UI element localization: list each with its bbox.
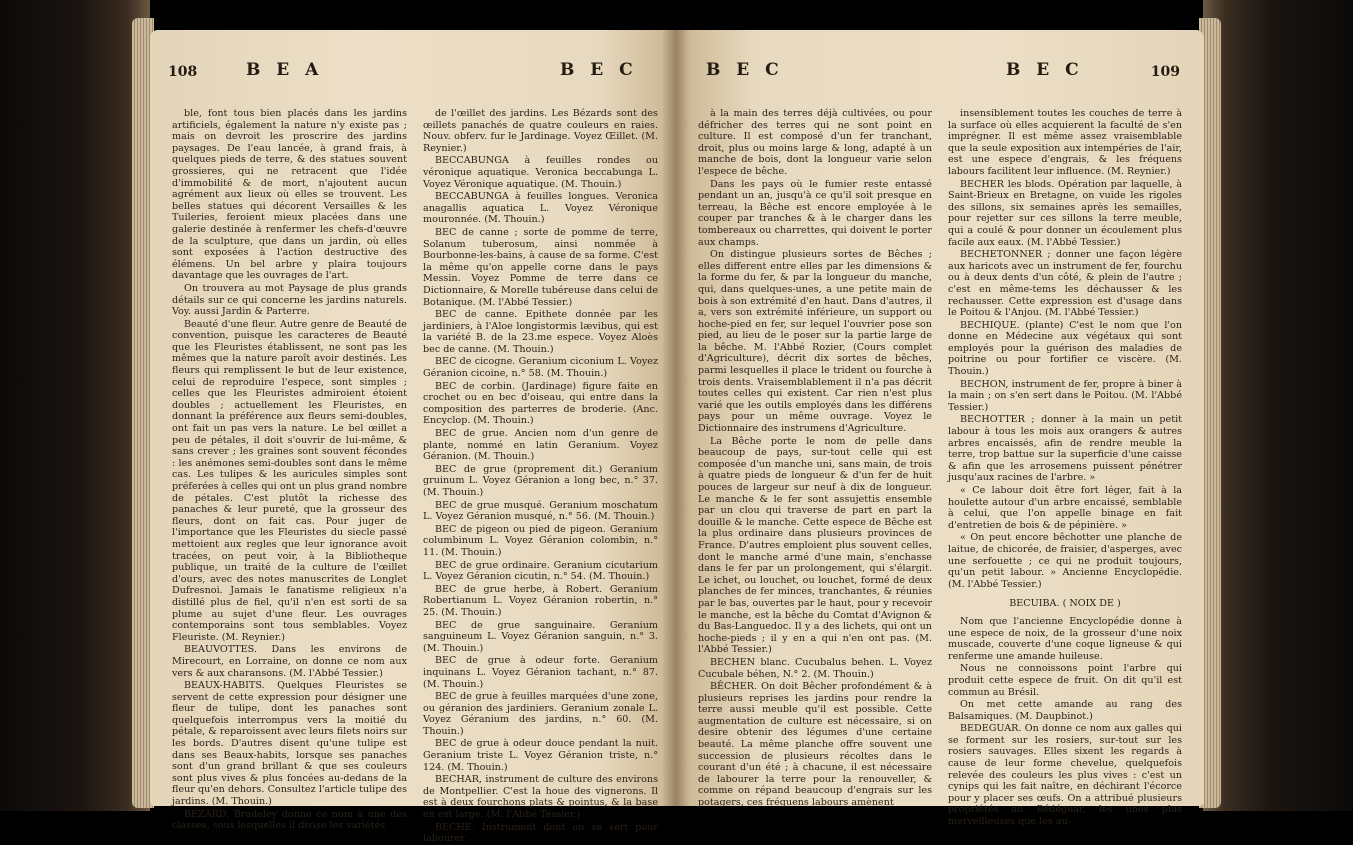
entry: BECHIQUE. (plante) C'est le nom que l'on donne en Médecine aux végétaux qui sont employés pour la guérison des maladies de poitrine ou pour fortifier ce viscère. (M. Thouin.) (948, 319, 1182, 378)
left-head-word: B E A (246, 60, 324, 80)
paragraph: BEAUX-HABITS. Quelques Fleuristes se servent de cette expression pour désigner une fleur de tulipe, dont les panaches sont quelquefois interrompus vers la moitié du pétale, & reparoissent avec leurs filets noirs sur les bords. D'autres disent qu'une tulipe est dans ses Beaux-habits, lorsque ses panaches sont d'un grand brillant & que ses couleurs sont plus vives & plus foncées au-dedans de la fleur qu'en dehors. Consultez l'article tulipe des jardins. (M. Thouin.) (172, 680, 407, 808)
paragraph: On distingue plusieurs sortes de Bêches ; elles different entre elles par les dimensions & la forme du fer, & par la longueur du manche, qui, dans quelques-unes, a une petite main de bois à son extrémité d'en haut. Dans d'autres, il a, vers son extrémité inférieure, un support ou hoche-pied en fer, sur lequel l'ouvrier pose son pied, au lieu de le poser sur la partie large de la bêche. M. l'Abbé Rozier, (Cours complet d'Agriculture), décrit dix sortes de bêches, parmi lesquelles il place le trident ou fourche à trois dents. Vraisemblablement il n'a pas décrit toutes celles qui existent. Car rien n'est plus varié que les outils employés dans les différens pays pour un même ouvrage. Voyez le Dictionnaire des instrumens d'Agriculture. (698, 249, 932, 435)
entry: BECHOTTER ; donner à la main un petit labour à tous les mois aux orangers & autres arbres encaissés, afin de rendre meuble la terre, trop battue sur la superficie d'une caisse & afin que les arrosemens puissent pénétrer jusqu'aux racines de l'arbre. » (948, 414, 1182, 484)
paragraph: BEZARD. Bradeley donne ce nom à une des classes, sous lesquelles il divise les variétés (172, 808, 407, 832)
left-running-head (150, 60, 676, 90)
right-head-word: B E C (1006, 60, 1084, 80)
entry: BECCABUNGA à feuilles rondes ou véronique aquatique. Veronica beccabunga L. Voyez Véronique aquatique. (M. Thouin.) (423, 155, 658, 190)
entry: « Ce labour doit être fort léger, fait à la houlette autour d'un arbre encaissé, semblable à celui, que l'on appelle binage en fait d'entretien de bois & de pépinière. » (948, 485, 1182, 531)
entry: BEC de grue à odeur forte. Geranium inquinans L. Voyez Géranion tachant, n.° 87. (M. Thouin.) (423, 655, 658, 690)
entry: BEC de canne. Epithete donnée par les jardiniers, à l'Aloe longistormis lævibus, qui est la variété B. de la 23.me espece. Voyez Aloès bec de canne. (M. Thouin.) (423, 309, 658, 355)
entry: BEC de grue herbe, à Robert. Geranium Robertianum L. Voyez Géranion robertin, n.° 25. (M. Thouin.) (423, 583, 658, 618)
right-center-head: B E C (706, 60, 784, 80)
paragraph: BÊCHER. On doit Bêcher profondément & à plusieurs reprises les jardins pour rendre la terre aussi meuble qu'il est possible. Cette augmentation de culture est nécessaire, si on desire obtenir des légumes d'une certaine beauté. La même planche offre souvent une succession de plusieurs récoltes dans le courant d'un été ; à chacune, il est nécessaire de labourer la terre pour la renouveller, & comme on répand beaucoup d'engrais sur les potagers, ces fréquens labours amènent (698, 681, 932, 809)
left-center-head: B E C (560, 60, 638, 80)
paragraph: BECHEN blanc. Cucubalus behen. L. Voyez Cucubale béhen, N.° 2. (M. Thouin.) (698, 656, 932, 680)
entry: BECHER les blods. Opération par laquelle, à Saint-Brieux en Bretagne, on vuide les rigoles des sillons, six semaines après les semailles, pour rejetter sur ces sillons la terre meuble, qui a coulé & pour donner un écoulement plus facile aux eaux. (M. l'Abbé Tessier.) (948, 178, 1182, 248)
right-columns (698, 108, 1182, 828)
entry: BECCABUNGA à feuilles longues. Veronica anagallis aquatica L. Voyez Véronique mouronnée. (M. Thouin.) (423, 191, 658, 226)
entry: de l'œillet des jardins. Les Bézards sont des œillets panachés de quatre couleurs en raies. Nouv. obferv. fur le Jardinage. Voyez Œillet. (M. Reynier.) (423, 108, 658, 154)
entry: BEC de corbin. (Jardinage) figure faite en crochet ou en bec d'oiseau, qui entre dans la composition des parterres de broderie. (Anc. Encyclop. (M. Thouin.) (423, 380, 658, 427)
right-column-2 (948, 108, 1182, 828)
paragraph: Beauté d'une fleur. Autre genre de Beauté de convention, puisque les caracteres de Beauté que les Fleuristes établissent, ne sont pas les mêmes que la nature paroît avoir destinés. Les fleurs qui remplissent le but de leur existence, celui de reproduire l'espece, sont simples ; celles que les Fleuristes admiroient étoient doubles ; actuellement les Fleuristes, en donnant la préférence aux fleurs semi-doubles, ont fait un pas vers la nature. Le bel œillet a peu de pétales, il doit s'ouvrir de lui-même, & sans crever ; les graines sont souvent fécondes : les anémones semi-doubles sont dans le même cas. Les tulipes & les auricules simples sont préferées à celles qui ont un plus grand nombre de pétales. C'est plutôt la richesse des panaches & leur pureté, que la grosseur des fleurs, dont on fait cas. Pour juger de l'importance que les Fleuristes du siecle passé mettoient aux regles que leur ignorance avoit tracées, on peut voir, à la Bibliotheque publique, un traité de la culture de l'œillet d'ours, avec des notes manuscrites de Longlet Dufresnoi. Jamais le fanatisme religieux n'a distillé plus de fiel, qu'il n'en est sorti de sa plume au sujet d'une fleur. Les ouvrages contemporains sont tous semblables. Voyez Fleuriste. (M. Reynier.) (172, 318, 407, 643)
entry: BEC de grue ordinaire. Geranium cicutarium L. Voyez Géranion cicutin, n.° 54. (M. Thouin.) (423, 559, 658, 583)
entry: insensiblement toutes les couches de terre à la surface où elles acquierent la faculté de s'en imprégner. Il est même assez vraisemblable que la seule exposition aux intempéries de l'air, est une espece d'engrais, & les fréquens labours facilitent leur influence. (M. Reynier.) (948, 108, 1182, 177)
left-page (150, 30, 676, 845)
paragraph: Dans les pays où le fumier reste entassé pendant un an, jusqu'à ce qu'il soit presque en terreau, la Bêche est encore employée à le couper par tranches & à le charger dans les tombereaux ou charrettes, qui doivent le porter aux champs. (698, 178, 932, 248)
entry: BECHAR, instrument de culture des environs de Montpellier. C'est la houe des vignerons. Il est à deux fourchons plats & pointus, & la base en est large. (M. l'Abbé Tessier.) (423, 774, 658, 821)
paragraph: BEAUVOTTES. Dans les environs de Mirecourt, en Lorraine, on donne ce nom aux vers & aux charansons. (M. l'Abbé Tessier.) (172, 644, 407, 679)
entry: BEC de grue (proprement dit.) Geranium gruinum L. Voyez Géranion a long bec, n.° 37. (M. Thouin.) (423, 463, 658, 498)
entry: Nom que l'ancienne Encyclopédie donne à une espece de noix, de la grosseur d'une noix muscade, couverte d'une coque ligneuse & qui renferme une amande huileuse. (948, 615, 1182, 662)
entry: BEC de cicogne. Geranium ciconium L. Voyez Géranion cicoine, n.° 58. (M. Thouin.) (423, 356, 658, 380)
section-heading: BECUIBA. ( NOIX DE ) (1009, 598, 1121, 610)
entry: « On peut encore bêchotter une planche de laitue, de chicorée, de fraisier, d'asperges, avec une serfouette ; ce qui ne produit toujours, qu'un petit labour. » Ancienne Encyclopédie. (M. l'Abbé Tessier.) (948, 532, 1182, 590)
entry: BEC de canne ; sorte de pomme de terre, Solanum tuberosum, ainsi nommée à Bourbonne-les-bains, à cause de sa forme. C'est la même qu'on appelle corne dans le pays Messin. Voyez Pomme de terre dans ce Dictionnaire, & Morelle tubéreuse dans celui de Botanique. (M. l'Abbé Tessier.) (423, 226, 658, 308)
right-column-1 (698, 108, 932, 809)
entry: BEC de grue sanguinaire. Geranium sanguineum L. Voyez Géranion sanguin, n.° 3. (M. Thouin.) (423, 619, 658, 654)
left-columns (172, 108, 658, 845)
paragraph: On trouvera au mot Paysage de plus grands détails sur ce qui concerne les jardins naturels. Voy. aussi Jardin & Parterre. (172, 282, 407, 318)
book-cover-right (1203, 0, 1353, 811)
paragraph: à la main des terres déjà cultivées, ou pour défricher des terres qui ne sont point en culture. Il est composé d'un fer tranchant, droit, plus ou moins large & long, adapté à un manche de bois, dont la longueur varie selon l'espece de bêche. (698, 108, 932, 177)
entry: Nous ne connoissons point l'arbre qui produit cette espece de fruit. On dit qu'il est commun au Brésil. (948, 663, 1182, 698)
left-column-2 (423, 108, 658, 845)
entry: On met cette amande au rang des Balsamiques. (M. Daupbinot.) (948, 699, 1182, 722)
left-page-number: 108 (168, 64, 198, 80)
right-page (676, 30, 1204, 828)
entry: BEC de grue musqué. Geranium moschatum L. Voyez Géranion musqué, n.° 56. (M. Thouin.) (423, 499, 658, 523)
entry: BEC de pigeon ou pied de pigeon. Geranium columbinum L. Voyez Géranion colombin, n.° 11. (M. Thouin.) (423, 523, 658, 558)
entry: BEC de grue à odeur douce pendant la nuit. Geranium triste L. Voyez Géranion triste, n.° 124. (M. Thouin.) (423, 738, 658, 773)
paragraph: La Bêche porte le nom de pelle dans beaucoup de pays, sur-tout celle qui est composée d'un manche uni, sans main, de trois à quatre pieds de longueur & d'un fer de huit pouces de largeur sur neuf à dix de longueur. Le manche & le fer sont assujettis ensemble par un clou qui traverse de part en part la douille & le manche. Cette espece de Bêche est la plus ordinaire dans plusieurs provinces de France. D'autres emploient plus souvent celles, dont le manche armé d'une main, s'enchasse dans le fer par un prolongement, qui s'élargit. Le ichet, ou louchet, ou louchet, formé de deux planches de fer minces, tranchantes, & réunies par le bas, ouvertes par le haut, pour y recevoir le manche, est la bêche du Comtat d'Avignon & du Bas-Languedoc. Il y a des lichets, qui ont un hoche-pieds ; il y en a qui n'en ont pas. (M. l'Abbé Tessier.) (698, 435, 932, 656)
left-column-1 (172, 108, 407, 832)
book-cover-left (0, 0, 150, 811)
right-page-number: 109 (1150, 64, 1180, 80)
entry: BECHON, instrument de fer, propre à biner à la main ; on s'en sert dans le Poitou. (M. l'Abbé Tessier.) (948, 378, 1182, 413)
entry: BECHETONNER ; donner une façon légère aux haricots avec un instrument de fer, fourchu ou à deux dents d'un côté, & plein de l'autre ; c'est en même-tems les déchausser & les rechausser. Cette expression est d'usage dans le Poitou & l'Anjou. (M. l'Abbé Tessier.) (948, 249, 1182, 319)
right-running-head (676, 60, 1204, 90)
entry: BECHE. Instrument dont on se sert pour labourer (423, 821, 658, 845)
entry: BEDEGUAR. On donne ce nom aux galles qui se forment sur les rosiers, sur-tout sur les rosiers sauvages. Elles sixent les regards à cause de leur forme chevelue, quelquefois relevée des couleurs les plus vives : c'est un cynips qui les fait naître, en déchirant l'écorce pour y placer ses œufs. On a attribué plusieurs propriétés au Bédéguar, les unes plus merveilleuses que les au- (948, 723, 1182, 828)
paragraph: ble, font tous bien placés dans les jardins artificiels, également la nature n'y existe pas ; mais on devroit les proscrire des jardins paysages. De l'eau lancée, à grand frais, à quelques pieds de terre, & des statues souvent grossieres, qui ne retracent que l'idée d'immobilité & de mort, n'ajoutent aucun agrément aux lieux où elles se trouvent. Les belles statues qui décorent Versailles & les Tuileries, feroient mieux placées dans une galerie destinée à renfermer les chefs-d'œuvre de la sculpture, que dans un jardin, où elles sont exposées à l'action destructive des élémens. Un bel arbre y plaira toujours davantage que les ouvrages de l'art. (172, 108, 407, 282)
entry: BEC de grue. Ancien nom d'un genre de plante, nommé en latin Geranium. Voyez Géranion. (M. Thouin.) (423, 428, 658, 463)
entry: BEC de grue à feuilles marquées d'une zone, ou géranion des jardiniers. Geranium zonale L. Voyez Géranium des jardins, n.° 60. (M. Thouin.) (423, 691, 658, 737)
